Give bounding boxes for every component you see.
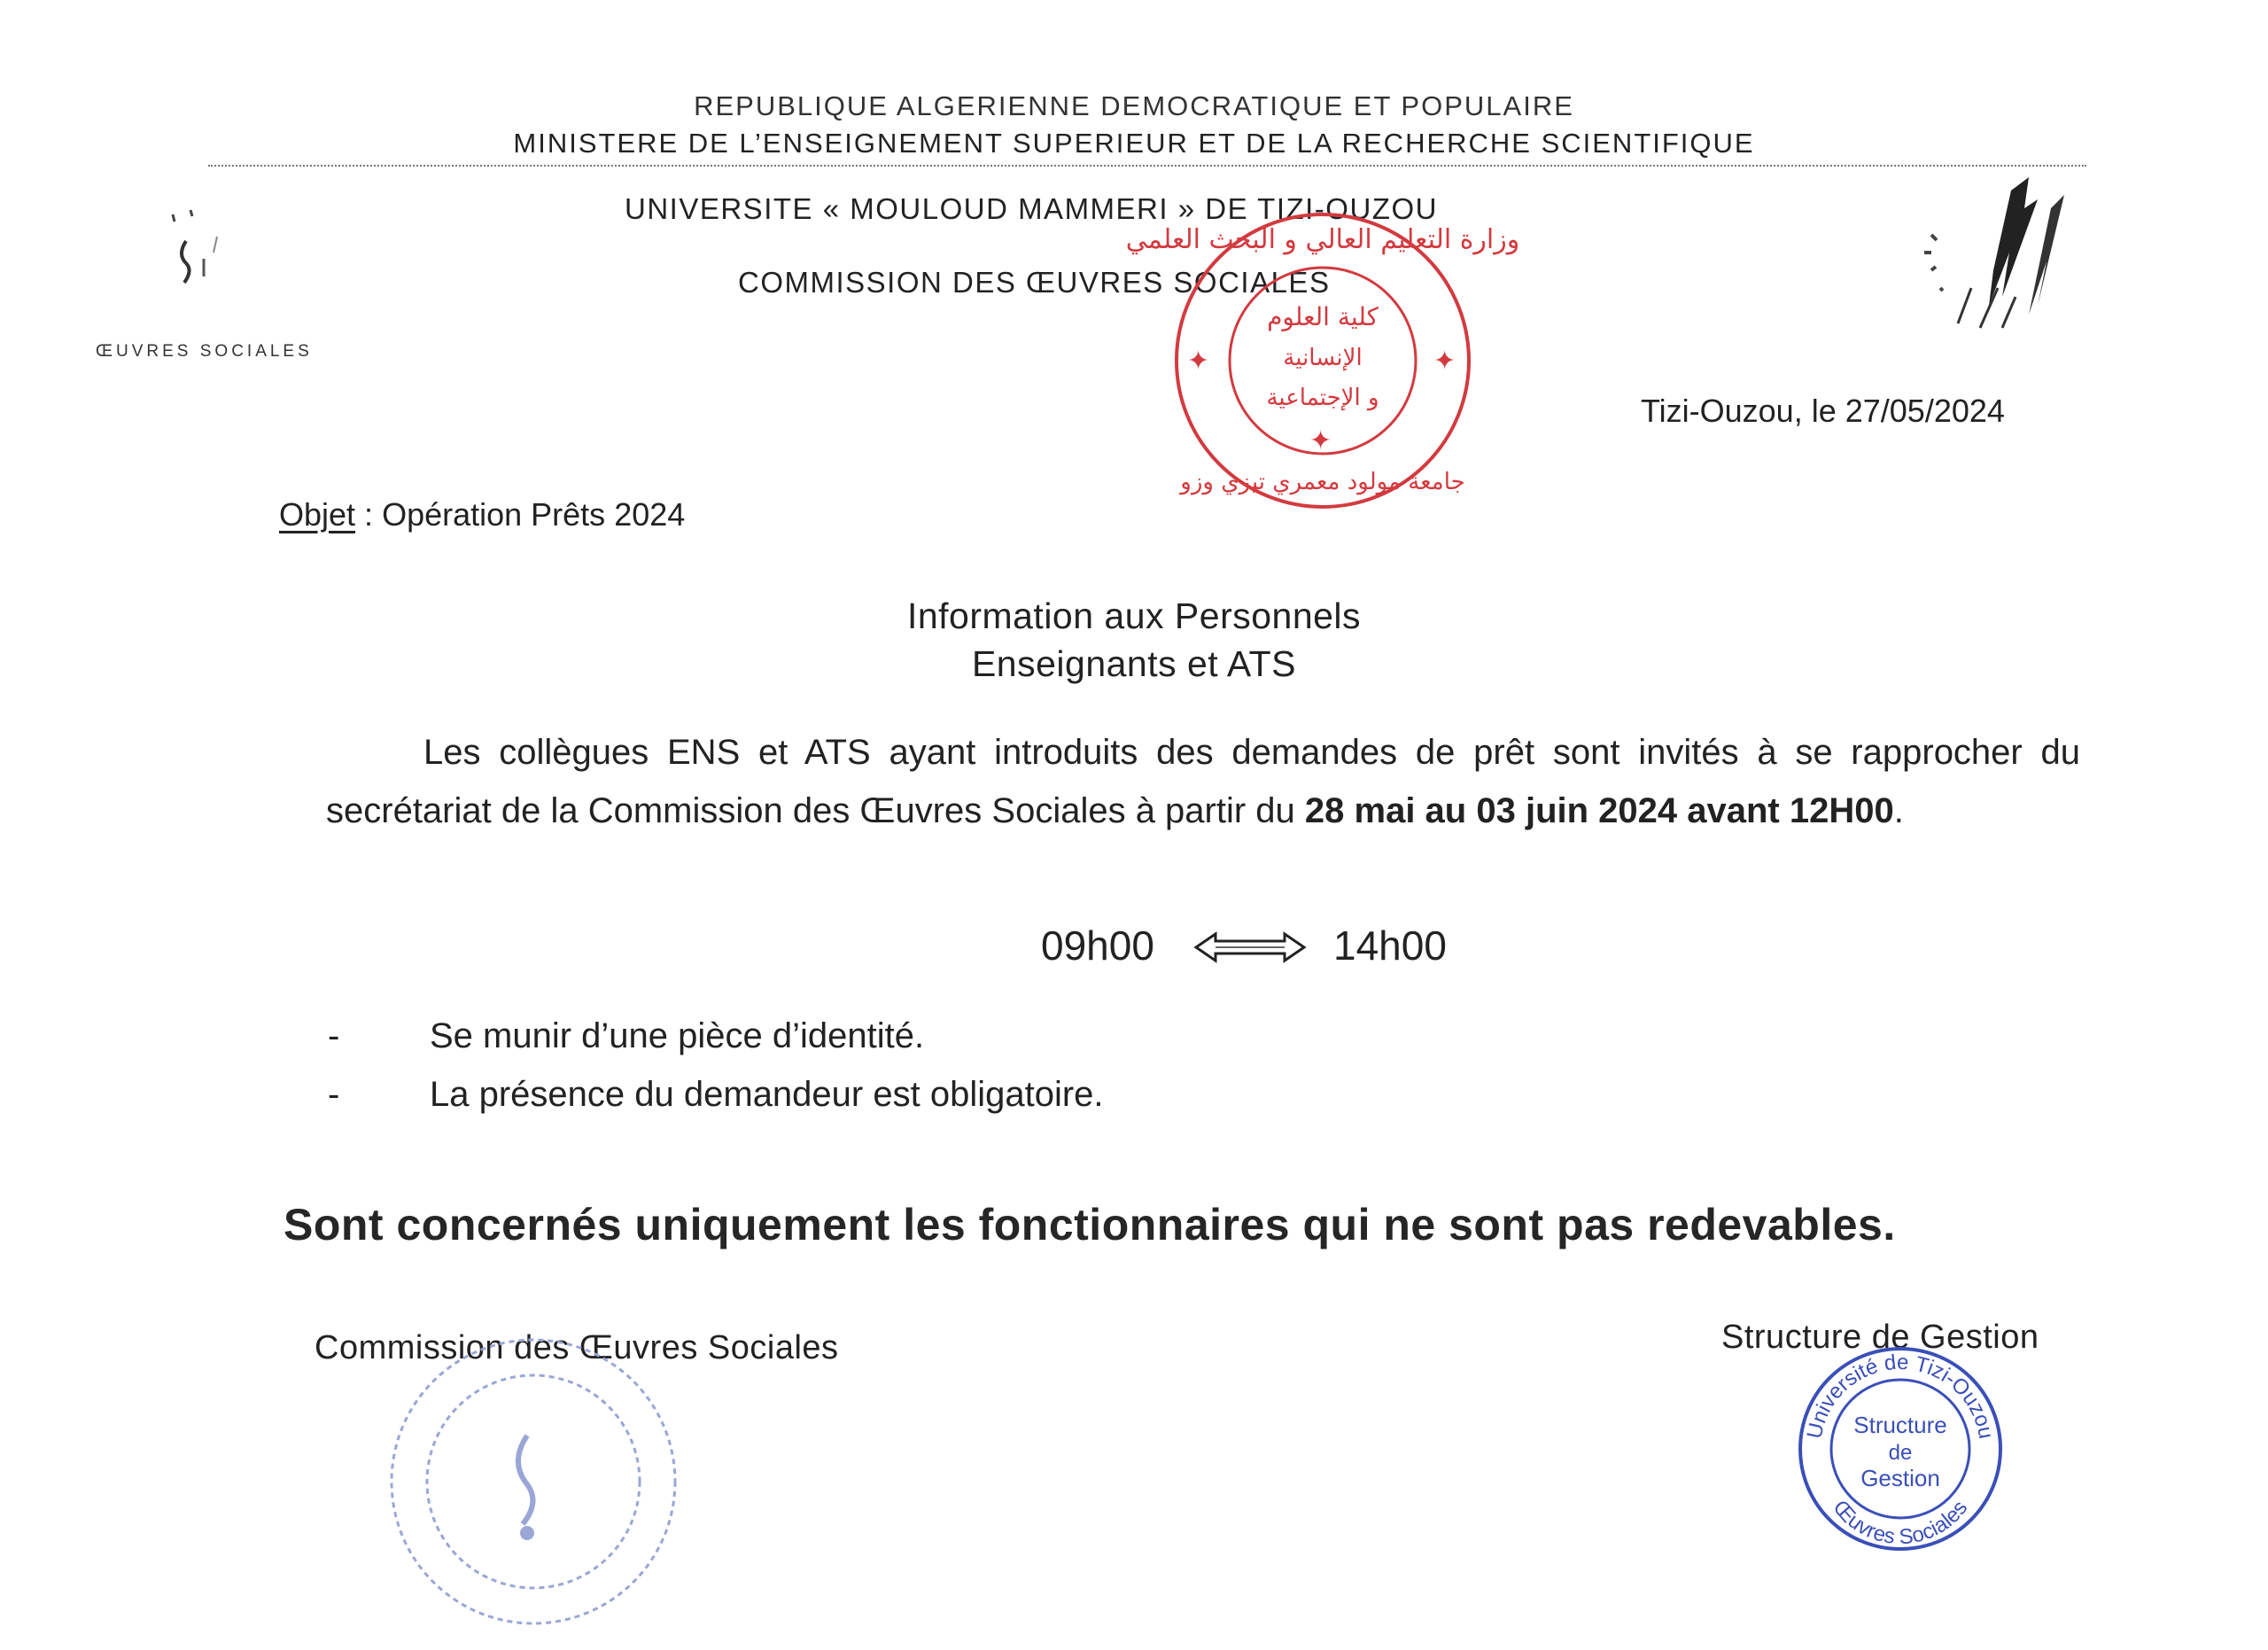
bullet-dash: -	[328, 1016, 340, 1055]
bullet-text: La présence du demandeur est obligatoire.	[430, 1075, 1104, 1114]
stamp-line1: كلية العلوم	[1267, 302, 1379, 331]
hours-end: 14h00	[1333, 922, 1447, 969]
header-divider	[208, 165, 2086, 167]
bullet-dash: -	[328, 1075, 340, 1114]
body-deadline: 28 mai au 03 juin 2024 avant 12H00	[1304, 791, 1894, 830]
stamp-line3: Gestion	[1860, 1465, 1940, 1491]
body-paragraph	[326, 723, 2080, 840]
stamp-line2: de	[1888, 1441, 1913, 1465]
subject-separator: :	[355, 496, 383, 533]
hours-start: 09h00	[1041, 922, 1154, 969]
header-ministry: MINISTERE DE L’ENSEIGNEMENT SUPERIEUR ET DE LA RECHERCHE SCIENTIFIQUE	[513, 128, 1755, 159]
subject-label: Objet	[279, 496, 356, 533]
header-republic: REPUBLIQUE ALGERIENNE DEMOCRATIQUE ET POPULAIRE	[694, 90, 1574, 121]
university-logo-icon	[1905, 173, 2082, 350]
svg-text:Œuvres Sociales	[1828, 1496, 1972, 1550]
star-icon: ✦	[1309, 425, 1332, 456]
eligibility-notice: Sont concernés uniquement les fonctionnaires qui ne sont pas redevables.	[284, 1200, 1896, 1249]
subject-text: Opération Prêts 2024	[382, 496, 686, 533]
bullet-text: Se munir d’une pièce d’identité.	[430, 1016, 925, 1055]
subject-line	[279, 496, 685, 533]
stamp-ring-bottom: جامعة مولود معمري تيزي وزو	[1180, 469, 1465, 495]
body-text: Les collègues ENS et ATS ayant introduits des demandes de prêt sont invités à se rapprocher du secrétariat de la Commission des Œuvres Sociales à partir du	[326, 733, 2080, 830]
logo-caption: ŒUVRES SOCIALES	[96, 342, 313, 361]
university-name: UNIVERSITE « MOULOUD MAMMERI » DE TIZI-OUZOU	[625, 192, 1438, 225]
stamp-ring-top: Université de Tizi-Ouzou	[1802, 1350, 1999, 1441]
commission-name: COMMISSION DES ŒUVRES SOCIALES	[738, 266, 1331, 299]
info-title-line2: Enseignants et ATS	[971, 643, 1297, 684]
stamp-line2: الإنسانية	[1283, 345, 1363, 371]
star-icon: ✦	[1187, 346, 1210, 377]
faculty-stamp	[1125, 206, 1520, 516]
signature-commission: Commission des Œuvres Sociales	[315, 1329, 839, 1366]
commission-stamp	[381, 1329, 687, 1635]
document-date: Tizi-Ouzou, le 27/05/2024	[1641, 393, 2005, 429]
signature-structure: Structure de Gestion	[1721, 1319, 2039, 1356]
stamp-ring-bottom: Œuvres Sociales	[1828, 1495, 1973, 1550]
stamp-ring-top: وزارة التعليم العالي و البحث العلمي	[1125, 224, 1520, 255]
stamp-line3: و الإجتماعية	[1266, 385, 1379, 411]
star-icon: ✦	[1433, 346, 1456, 377]
stamp-line1: Structure	[1853, 1412, 1947, 1438]
double-arrow-icon	[1192, 930, 1308, 964]
body-end: .	[1893, 791, 1904, 830]
oeuvres-sociales-logo-icon	[155, 206, 244, 312]
info-title-line1: Information aux Personnels	[906, 595, 1362, 636]
structure-stamp	[1794, 1343, 2007, 1555]
